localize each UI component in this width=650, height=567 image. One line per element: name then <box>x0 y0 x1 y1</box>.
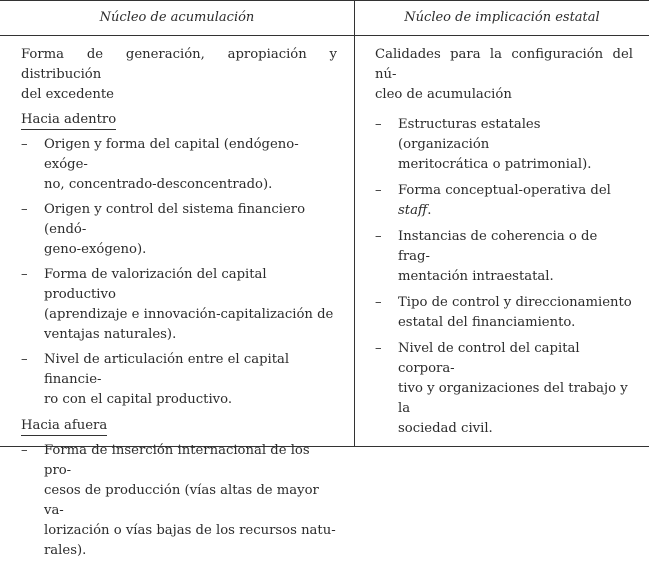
header-implicacion-estatal: Núcleo de implicación estatal <box>404 10 600 25</box>
staff-word: staff <box>398 203 428 218</box>
dash-bullet: – <box>21 267 28 282</box>
header-divider <box>0 35 649 36</box>
dash-bullet: – <box>21 202 28 217</box>
left-column <box>21 45 337 567</box>
dash-bullet: – <box>375 295 382 310</box>
list-item: – Nivel de articulación entre el capital financie- ro con el capital productivo. <box>21 352 290 407</box>
header-acumulacion: Núcleo de acumulación <box>99 10 255 25</box>
dash-bullet: – <box>375 341 382 356</box>
list-item: – Nivel de control del capital corpora- tivo y organizaciones del trabajo y la sociedad civil. <box>375 341 628 436</box>
list-item: – Forma conceptual-operativa del staff. <box>375 183 611 218</box>
list-item: – Estructuras estatales (organización meritocrática o patrimonial). <box>375 117 592 172</box>
right-intro: Calidades para la configuración del nú- cleo de acumulación <box>375 47 633 102</box>
list-item: – Instancias de coherencia o de frag- mentación intraestatal. <box>375 229 598 284</box>
section-hacia-afuera: Hacia afuera <box>21 417 107 436</box>
column-divider <box>354 1 355 446</box>
right-column <box>375 45 633 445</box>
dash-bullet: – <box>375 229 382 244</box>
dash-bullet: – <box>375 183 382 198</box>
list-item: – Forma de inserción internacional de los pro- cesos de producción (vías altas de mayor va- lorización o vías bajas de los recursos natu- rales). <box>21 443 336 558</box>
dash-bullet: – <box>21 352 28 367</box>
list-item: – Origen y forma del capital (endógeno-exóge- no, concentrado-desconcentrado). <box>21 137 299 192</box>
list-item: – Forma de valorización del capital productivo (aprendizaje e innovación-capitalización de ventajas naturales). <box>21 267 334 342</box>
dash-bullet: – <box>375 117 382 132</box>
dash-bullet: – <box>21 137 28 152</box>
list-item: – Origen y control del sistema financiero (endó- geno-exógeno). <box>21 202 306 257</box>
dash-bullet: – <box>21 443 28 458</box>
list-item: – Tipo de control y direccionamiento estatal del financiamiento. <box>375 295 632 330</box>
left-intro: Forma de generación, apropiación y distribución del excedente <box>21 47 337 102</box>
section-hacia-adentro: Hacia adentro <box>21 111 116 130</box>
